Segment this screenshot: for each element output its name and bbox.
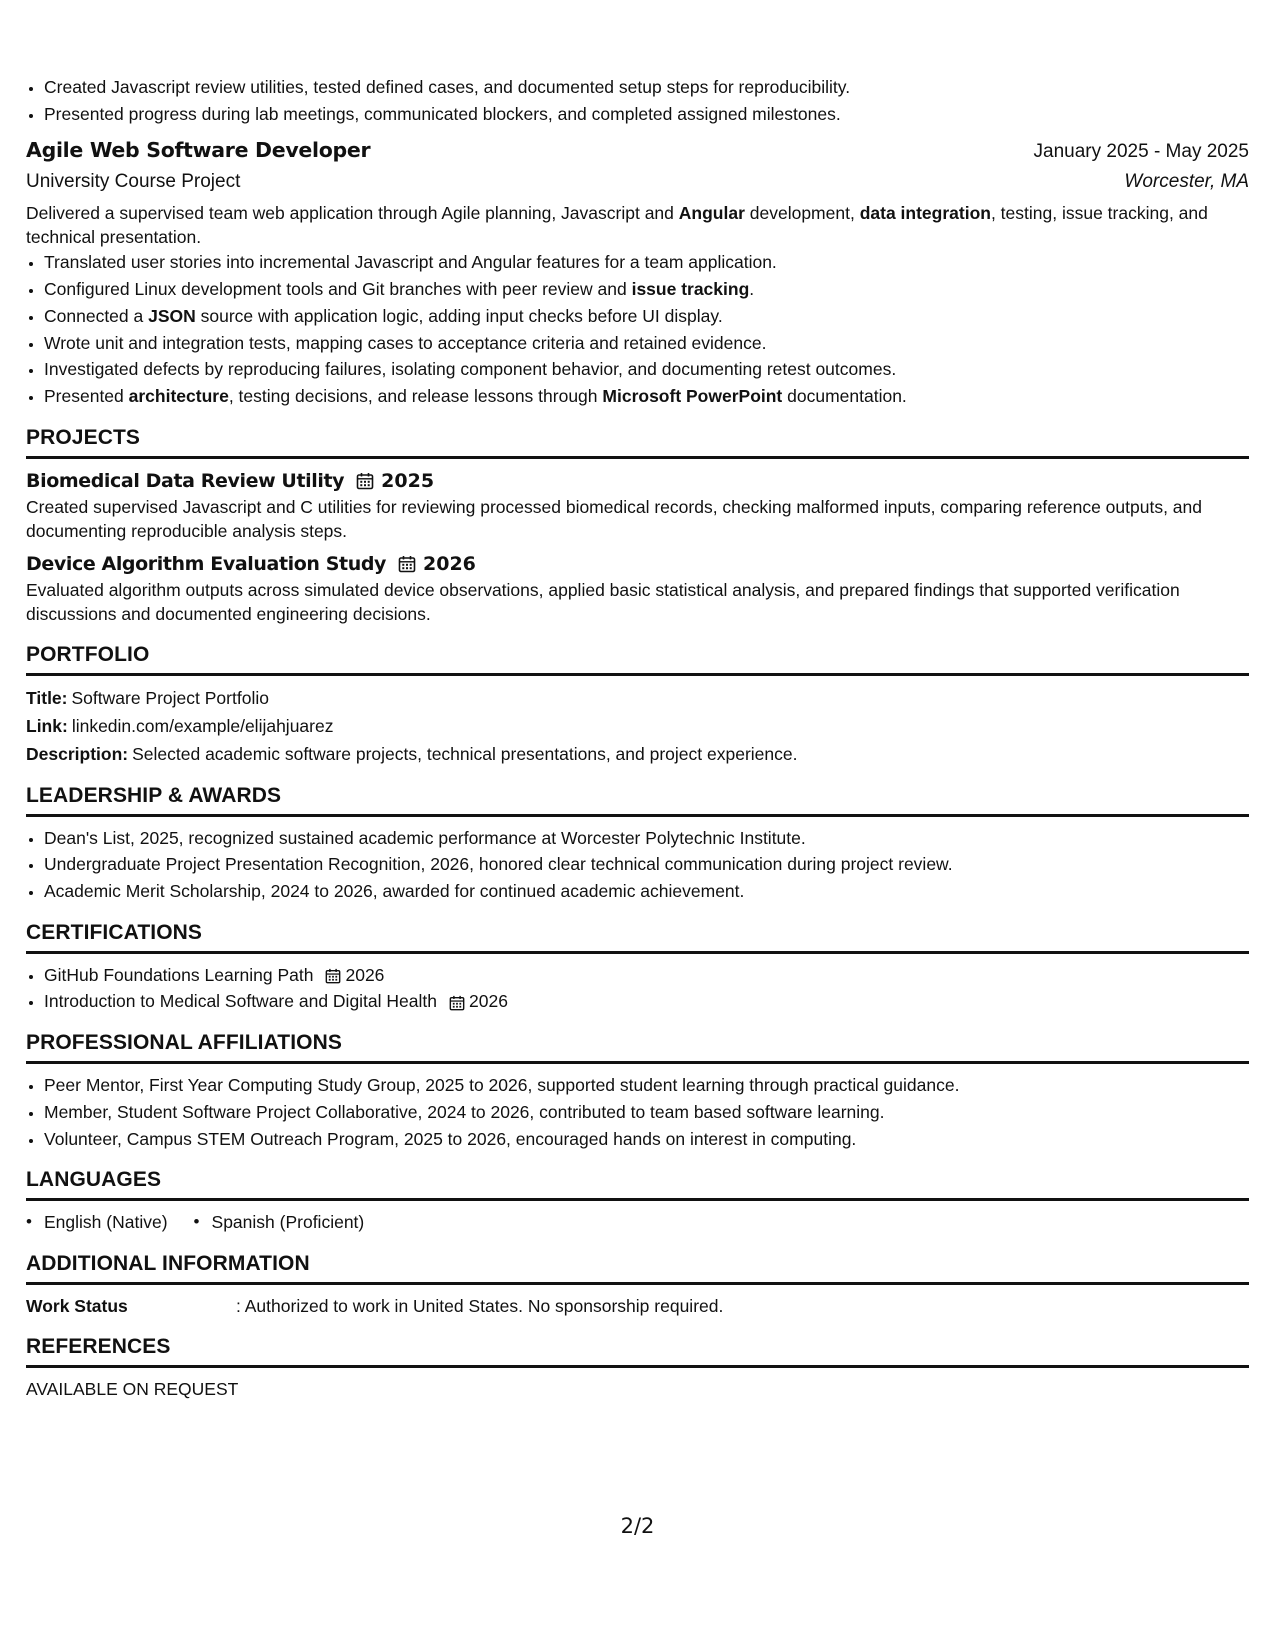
job-title: Agile Web Software Developer xyxy=(26,138,371,163)
calendar-icon xyxy=(398,555,416,573)
project-title: Biomedical Data Review Utility xyxy=(26,469,345,492)
list-item: • Undergraduate Project Presentation Recognition, 2026, honored clear technical communication during project review. xyxy=(44,851,1249,878)
affiliations-list xyxy=(26,1072,1249,1152)
job-dates: January 2025 - May 2025 xyxy=(1033,141,1249,163)
project-year: 2026 xyxy=(423,552,476,575)
job-subheader xyxy=(26,167,1249,197)
list-item: • English (Native) xyxy=(26,1209,168,1236)
project-header xyxy=(26,467,1249,495)
list-item: • Wrote unit and integration tests, mapping cases to acceptance criteria and retained evidence. xyxy=(44,330,1249,357)
list-item: • Spanish (Proficient) xyxy=(194,1209,365,1236)
work-status-value: : Authorized to work in United States. No sponsorship required. xyxy=(236,1295,724,1316)
project-title: Device Algorithm Evaluation Study xyxy=(26,552,387,575)
calendar-icon xyxy=(356,472,374,490)
list-item: • Investigated defects by reproducing failures, isolating component behavior, and documenting retest outcomes. xyxy=(44,356,1249,383)
references-heading: REFERENCES xyxy=(26,1334,1249,1368)
list-item: • Introduction to Medical Software and Digital Health 2026 xyxy=(44,988,1249,1015)
languages-heading: LANGUAGES xyxy=(26,1167,1249,1201)
certifications-list xyxy=(26,962,1249,1015)
list-item: • GitHub Foundations Learning Path 2026 xyxy=(44,962,1249,989)
project-header xyxy=(26,550,1249,578)
project-description: Evaluated algorithm outputs across simulated device observations, applied basic statistical analysis, and prepared findings that supported verification discussions and documented engineering decisions. xyxy=(26,579,1180,625)
calendar-icon xyxy=(325,968,341,984)
work-status-label: Work Status xyxy=(26,1295,128,1316)
list-item: • Member, Student Software Project Collaborative, 2024 to 2026, contributed to team based software learning. xyxy=(44,1099,1249,1126)
list-item: • Dean's List, 2025, recognized sustained academic performance at Worcester Polytechnic Institute. xyxy=(44,825,1249,852)
list-item: • Connected a JSON source with application logic, adding input checks before UI display. xyxy=(44,303,1249,330)
list-item: • Configured Linux development tools and Git branches with peer review and issue tracking. xyxy=(44,276,1249,303)
prior-experience-bullets xyxy=(26,74,1249,127)
list-item: • Presented progress during lab meetings, communicated blockers, and completed assigned milestones. xyxy=(44,101,1249,128)
list-item: • Academic Merit Scholarship, 2024 to 2026, awarded for continued academic achievement. xyxy=(44,878,1249,905)
leadership-heading: LEADERSHIP & AWARDS xyxy=(26,783,1249,817)
job-organization: University Course Project xyxy=(26,171,241,193)
list-item: • Volunteer, Campus STEM Outreach Program, 2025 to 2026, encouraged hands on interest in computing. xyxy=(44,1126,1249,1153)
certifications-heading: CERTIFICATIONS xyxy=(26,920,1249,954)
additional-info-heading: ADDITIONAL INFORMATION xyxy=(26,1251,1249,1285)
work-status-row xyxy=(26,1293,1249,1319)
job-header xyxy=(26,135,1249,167)
portfolio-description-row: Description: Selected academic software projects, technical presentations, and project experience. xyxy=(26,743,798,764)
page-number: 2/2 xyxy=(620,1514,655,1538)
projects-heading: PROJECTS xyxy=(26,425,1249,459)
list-item: • Peer Mentor, First Year Computing Study Group, 2025 to 2026, supported student learning through practical guidance. xyxy=(44,1072,1249,1099)
references-text: AVAILABLE ON REQUEST xyxy=(26,1378,239,1399)
affiliations-heading: PROFESSIONAL AFFILIATIONS xyxy=(26,1030,1249,1064)
portfolio-link[interactable]: linkedin.com/example/elijahjuarez xyxy=(71,715,334,736)
languages-list xyxy=(26,1209,1249,1236)
job-description: Delivered a supervised team web application through Agile planning, Javascript and Angular development, data integration, testing, issue tracking, and technical presentation. xyxy=(26,203,1208,248)
list-item: • Translated user stories into incremental Javascript and Angular features for a team application. xyxy=(44,249,1249,276)
calendar-icon xyxy=(449,995,465,1011)
portfolio-heading: PORTFOLIO xyxy=(26,642,1249,676)
portfolio-link-row: Link: linkedin.com/example/elijahjuarez xyxy=(26,715,334,736)
list-item: • Created Javascript review utilities, tested defined cases, and documented setup steps for reproducibility. xyxy=(44,74,1249,101)
job-bullets xyxy=(26,249,1249,409)
job-location: Worcester, MA xyxy=(1124,171,1249,193)
leadership-list xyxy=(26,825,1249,905)
project-description: Created supervised Javascript and C utilities for reviewing processed biomedical records, checking malformed inputs, comparing reference outputs, and documenting reproducible analysis steps. xyxy=(26,496,1202,542)
project-year: 2025 xyxy=(381,469,435,492)
portfolio-title-row: Title: Software Project Portfolio xyxy=(26,687,269,708)
list-item: • Presented architecture, testing decisions, and release lessons through Microsoft PowerPoint documentation. xyxy=(44,383,1249,410)
